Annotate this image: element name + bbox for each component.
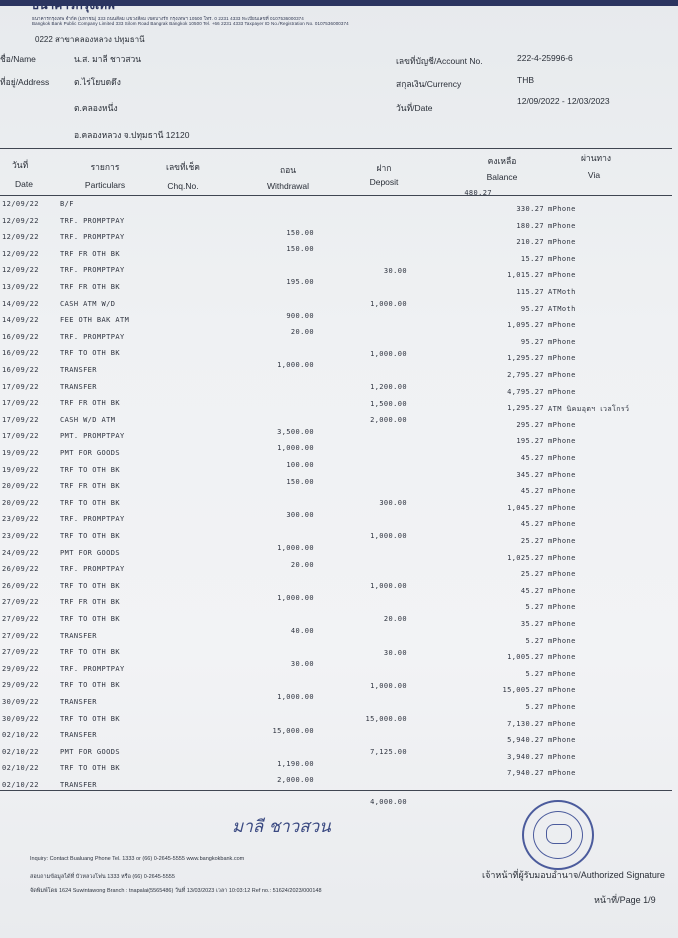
row-particulars: B/F [60, 200, 74, 208]
row-balance: 180.27 [516, 221, 544, 230]
row-balance: 5,940.27 [507, 736, 544, 745]
row-via: mPhone [548, 769, 576, 778]
footer-inquiry: Inquiry: Contact Bualuang Phone Tel. 1333 or (66) 0-2645-5555 www.bangkokbank.com [30, 856, 245, 862]
row-via: mPhone [548, 603, 576, 612]
row-via: mPhone [548, 221, 576, 230]
account-no: 222-4-25996-6 [517, 53, 573, 63]
row-balance: 15.27 [520, 254, 544, 263]
row-particulars: TRF. PROMPTPAY [60, 332, 125, 341]
row-date: 16/09/22 [2, 366, 39, 374]
row-date: 20/09/22 [2, 498, 39, 507]
row-balance: 7,130.27 [507, 719, 544, 728]
opening-balance: 480.27 [464, 189, 492, 197]
row-via: mPhone [548, 371, 576, 379]
row-via: mPhone [548, 487, 576, 496]
col-date-thai: วันที่ [12, 160, 29, 170]
row-balance: 45.27 [520, 454, 544, 462]
row-balance: 5.27 [525, 636, 544, 645]
row-withdrawal: 1,000.00 [277, 544, 314, 552]
row-date: 12/09/22 [2, 200, 39, 208]
row-particulars: TRANSFER [60, 698, 97, 706]
row-balance: 4,795.27 [507, 387, 544, 396]
row-date: 30/09/22 [2, 698, 39, 706]
row-particulars: TRANSFER [60, 631, 97, 640]
row-particulars: TRF TO OTH BK [60, 681, 120, 690]
row-particulars: TRANSFER [60, 731, 97, 740]
row-date: 26/09/22 [2, 581, 39, 590]
row-particulars: PMT FOR GOODS [60, 449, 120, 457]
row-particulars: TRF FR OTH BK [60, 399, 120, 408]
row-deposit: 1,000.00 [370, 681, 407, 690]
row-particulars: TRF. PROMPTPAY [60, 565, 125, 574]
row-via: mPhone [548, 420, 576, 429]
row-withdrawal: 150.00 [286, 228, 314, 237]
row-withdrawal: 3,500.00 [277, 427, 314, 436]
row-via: mPhone [548, 454, 576, 462]
row-particulars: TRANSFER [60, 781, 97, 789]
row-balance: 2,795.27 [507, 371, 544, 379]
col-particulars: Particulars [84, 180, 126, 190]
row-date: 14/09/22 [2, 316, 39, 325]
row-particulars: TRANSFER [60, 382, 97, 391]
row-via: mPhone [548, 437, 576, 446]
row-withdrawal: 100.00 [286, 461, 314, 469]
row-balance: 1,295.27 [507, 354, 544, 363]
row-date: 17/09/22 [2, 399, 39, 408]
row-date: 17/09/22 [2, 432, 39, 441]
bank-seal-stamp [522, 800, 594, 870]
address-line-1: ต.ไร่โยบดดึง [74, 77, 121, 87]
row-date: 02/10/22 [2, 731, 39, 740]
authorized-signature: เจ้าหน้าที่ผู้รับมอบอำนาจ/Authorized Signature [482, 870, 665, 880]
col-deposit: Deposit [369, 177, 399, 187]
address-line-3: อ.คลองหลวง จ.ปทุมธานี 12120 [74, 130, 190, 140]
row-balance: 1,015.27 [507, 271, 544, 280]
col-chq-thai: เลขที่เช็ค [166, 162, 200, 172]
table-top-rule [0, 148, 672, 149]
row-date: 19/09/22 [2, 449, 39, 457]
row-balance: 1,095.27 [507, 321, 544, 330]
row-date: 23/09/22 [2, 532, 39, 540]
row-date: 27/09/22 [2, 598, 39, 607]
branch-code: 0222 สาขาคลองหลวง ปทุมธานี [35, 35, 145, 44]
row-balance: 7,940.27 [507, 769, 544, 778]
row-balance: 1,005.27 [507, 653, 544, 662]
row-via: mPhone [548, 271, 576, 280]
row-balance: 25.27 [520, 570, 544, 579]
row-particulars: TRF FR OTH BK [60, 482, 120, 491]
row-particulars: TRF. PROMPTPAY [60, 515, 125, 524]
row-balance: 1,295.27 [507, 404, 544, 413]
row-deposit: 300.00 [379, 499, 407, 508]
row-date: 12/09/22 [2, 249, 39, 258]
row-via: ATM นิคมอุตฯ เวลโกรว์ [548, 405, 630, 414]
col-deposit-thai: ฝาก [376, 163, 392, 173]
col-date: Date [15, 179, 33, 189]
row-particulars: TRANSFER [60, 366, 97, 374]
row-via: mPhone [548, 503, 576, 512]
row-balance: 295.27 [516, 420, 544, 429]
col-balance: Balance [486, 172, 518, 182]
row-date: 20/09/22 [2, 482, 39, 491]
row-date: 12/09/22 [2, 216, 39, 225]
row-date: 19/09/22 [2, 465, 39, 474]
row-particulars: TRF FR OTH BK [60, 249, 120, 258]
row-via: mPhone [548, 570, 576, 579]
row-withdrawal: 15,000.00 [272, 726, 314, 735]
row-particulars: PMT FOR GOODS [60, 747, 120, 756]
row-via: mPhone [548, 719, 576, 728]
row-via: mPhone [548, 586, 576, 595]
row-date: 16/09/22 [2, 349, 39, 358]
row-deposit: 1,000.00 [370, 349, 407, 358]
col-withdrawal: Withdrawal [266, 181, 310, 191]
table-bottom-rule [0, 790, 672, 791]
row-via: ATMoth [548, 288, 576, 296]
row-particulars: TRF FR OTH BK [60, 283, 120, 291]
address-label: ที่อยู่/Address [0, 77, 50, 87]
currency-label: สกุลเงิน/Currency [396, 79, 462, 89]
row-via: mPhone [548, 669, 576, 678]
row-date: 26/09/22 [2, 565, 39, 574]
row-date: 02/10/22 [2, 747, 39, 756]
row-balance: 1,025.27 [507, 553, 544, 562]
row-date: 29/09/22 [2, 681, 39, 690]
row-via: mPhone [548, 620, 576, 628]
row-particulars: TRF TO OTH BK [60, 648, 120, 657]
row-balance: 15,005.27 [502, 686, 544, 695]
row-particulars: PMT FOR GOODS [60, 548, 120, 557]
row-via: mPhone [548, 205, 576, 213]
row-via: mPhone [548, 653, 576, 662]
row-deposit: 1,200.00 [370, 383, 407, 391]
row-particulars: TRF TO OTH BK [60, 764, 120, 773]
row-particulars: TRF TO OTH BK [60, 349, 120, 358]
row-date: 17/09/22 [2, 415, 39, 424]
row-withdrawal: 1,000.00 [277, 593, 314, 602]
row-withdrawal: 900.00 [286, 311, 314, 320]
account-no-label: เลขที่บัญชี/Account No. [396, 56, 483, 66]
row-balance: 345.27 [516, 470, 544, 479]
row-balance: 95.27 [520, 304, 544, 313]
row-date: 14/09/22 [2, 299, 39, 308]
row-balance: 95.27 [520, 337, 544, 346]
row-particulars: TRF TO OTH BK [60, 581, 120, 590]
row-withdrawal: 300.00 [286, 510, 314, 519]
row-balance: 5.27 [525, 603, 544, 612]
col-via-thai: ผ่านทาง [580, 153, 612, 163]
row-date: 02/10/22 [2, 781, 39, 789]
row-date: 16/09/22 [2, 332, 39, 341]
row-via: mPhone [548, 254, 576, 263]
row-withdrawal: 30.00 [290, 660, 314, 669]
page-number: หน้าที่/Page 1/9 [594, 895, 656, 905]
row-withdrawal: 40.00 [290, 627, 314, 635]
col-via: Via [587, 170, 601, 180]
row-particulars: TRF TO OTH BK [60, 615, 120, 623]
row-withdrawal: 1,000.00 [277, 693, 314, 702]
row-particulars: TRF TO OTH BK [60, 465, 120, 474]
row-date: 27/09/22 [2, 615, 39, 623]
row-deposit: 1,000.00 [370, 300, 407, 308]
col-withdrawal-thai: ถอน [279, 165, 297, 175]
row-date: 23/09/22 [2, 515, 39, 524]
row-particulars: TRF TO OTH BK [60, 714, 120, 723]
row-withdrawal: 20.00 [290, 328, 314, 337]
row-deposit: 30.00 [383, 648, 407, 657]
name-label: ชื่อ/Name [0, 54, 36, 64]
row-deposit: 2,000.00 [370, 416, 407, 425]
row-balance: 45.27 [520, 520, 544, 529]
row-particulars: TRF FR OTH BK [60, 598, 120, 607]
row-via: mPhone [548, 636, 576, 645]
row-withdrawal: 150.00 [286, 477, 314, 486]
row-particulars: TRF. PROMPTPAY [60, 233, 125, 242]
row-deposit: 15,000.00 [365, 715, 407, 723]
row-balance: 35.27 [520, 620, 544, 628]
row-particulars: CASH W/D ATM [60, 415, 116, 424]
row-date: 12/09/22 [2, 266, 39, 275]
bank-address-english: Bangkok Bank Public Company Limited 333 Silom Road Bangrak Bangkok 10500 Tel. +66 2231 4333 Taxpayer ID No./Registration No. 0107536000374 [32, 21, 349, 26]
footer-printed-info: จัดพิมพ์โดย 1624 Suwintawong Branch : tnapalai(5565486) วันที่ 13/03/2023 เวลา 10:03:12 Ref no.: 51624/2023/000148 [30, 888, 322, 894]
table-header-rule [0, 195, 672, 196]
row-particulars: FEE OTH BAK ATM [60, 316, 130, 325]
currency: THB [517, 75, 534, 85]
row-date: 29/09/22 [2, 664, 39, 673]
row-deposit: 1,500.00 [370, 399, 407, 408]
footer-thai-contact: สอบถามข้อมูลได้ที่ บัวหลวงโฟน 1333 หรือ (66) 0-2645-5555 [30, 874, 175, 880]
row-withdrawal: 20.00 [290, 560, 314, 569]
date-label: วันที่/Date [396, 103, 433, 113]
col-particulars-thai: รายการ [90, 162, 120, 172]
col-chq: Chq.No. [167, 181, 199, 191]
row-balance: 5.27 [525, 703, 544, 711]
row-particulars: TRF. PROMPTPAY [60, 216, 125, 225]
row-withdrawal: 150.00 [286, 245, 314, 254]
row-withdrawal: 1,000.00 [277, 444, 314, 453]
row-balance: 5.27 [525, 669, 544, 678]
row-date: 27/09/22 [2, 631, 39, 640]
row-via: mPhone [548, 470, 576, 479]
row-balance: 1,045.27 [507, 503, 544, 512]
row-balance: 210.27 [516, 238, 544, 247]
row-balance: 195.27 [516, 437, 544, 446]
statement-period: 12/09/2022 - 12/03/2023 [517, 96, 610, 106]
row-via: mPhone [548, 520, 576, 529]
row-date: 02/10/22 [2, 764, 39, 773]
row-date: 27/09/22 [2, 648, 39, 657]
row-deposit: 1,000.00 [370, 532, 407, 541]
row-via: mPhone [548, 752, 576, 761]
row-via: mPhone [548, 686, 576, 695]
row-deposit: 20.00 [383, 615, 407, 624]
row-balance: 3,940.27 [507, 752, 544, 761]
row-balance: 330.27 [516, 205, 544, 213]
row-date: 13/09/22 [2, 283, 39, 291]
row-deposit: 1,000.00 [370, 582, 407, 591]
handwritten-signature: มาลี ชาวสวน [232, 817, 331, 837]
row-via: mPhone [548, 387, 576, 396]
row-balance: 45.27 [520, 586, 544, 595]
row-particulars: TRF. PROMPTPAY [60, 266, 125, 275]
customer-name: น.ส. มาลี ชาวสวน [74, 54, 142, 64]
row-balance: 45.27 [520, 487, 544, 496]
row-particulars: CASH ATM W/D [60, 299, 116, 308]
row-withdrawal: 1,190.00 [277, 759, 314, 768]
row-via: mPhone [548, 736, 576, 745]
row-via: mPhone [548, 354, 576, 363]
bank-address-thai: ธนาคารกรุงเทพ จำกัด (มหาชน) 333 ถนนสีลม แขวงสีลม เขตบางรัก กรุงเทพฯ 10500 โทร. 0 2231 4333 ทะเบียนเลขที่ 0107536000374 [32, 16, 304, 21]
bank-name: ธนาคารกรุงเทพ [32, 0, 115, 12]
row-balance: 25.27 [520, 537, 544, 545]
row-deposit: 30.00 [383, 266, 407, 275]
row-particulars: TRF. PROMPTPAY [60, 664, 125, 673]
row-particulars: PMT. PROMPTPAY [60, 432, 125, 441]
row-date: 24/09/22 [2, 548, 39, 557]
row-balance: 115.27 [516, 288, 544, 296]
col-balance-thai: คงเหลือ [487, 156, 517, 166]
row-date: 30/09/22 [2, 714, 39, 723]
row-withdrawal: 195.00 [286, 278, 314, 287]
row-withdrawal: 1,000.00 [277, 361, 314, 370]
row-withdrawal: 2,000.00 [277, 776, 314, 785]
row-via: ATMoth [548, 304, 576, 313]
row-via: mPhone [548, 337, 576, 346]
row-date: 17/09/22 [2, 382, 39, 391]
row-via: mPhone [548, 321, 576, 330]
row-deposit: 4,000.00 [370, 798, 407, 806]
row-via: mPhone [548, 537, 576, 545]
row-particulars: TRF TO OTH BK [60, 532, 120, 540]
row-via: mPhone [548, 703, 576, 711]
address-line-2: ต.คลองหนึ่ง [74, 103, 118, 113]
row-via: mPhone [548, 238, 576, 247]
row-particulars: TRF TO OTH BK [60, 498, 120, 507]
row-via: mPhone [548, 553, 576, 562]
row-date: 12/09/22 [2, 233, 39, 242]
row-deposit: 7,125.00 [370, 748, 407, 757]
